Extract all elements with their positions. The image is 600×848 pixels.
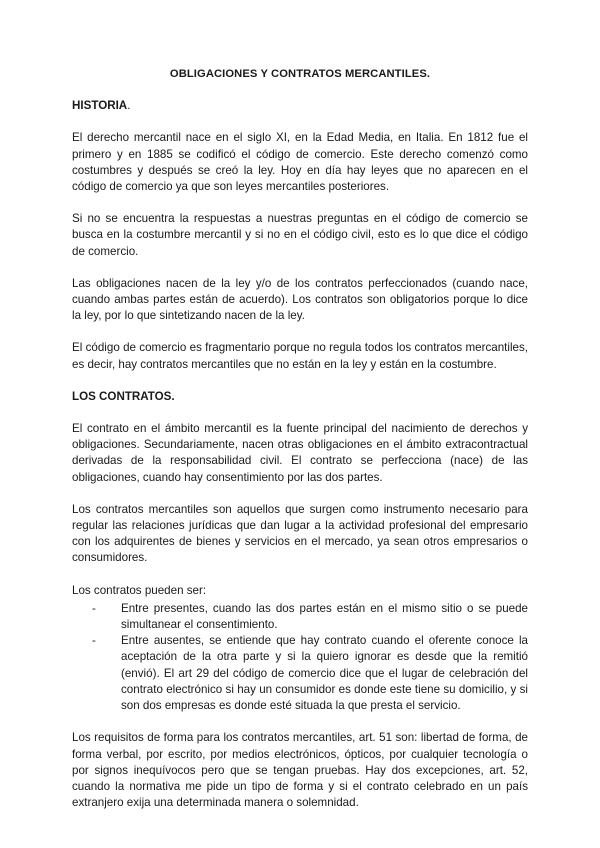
dash-bullet: - [92,601,96,615]
section-heading-contratos: LOS CONTRATOS. [72,389,175,403]
list-intro: Los contratos pueden ser: [72,583,207,597]
paragraph: Los requisitos de forma para los contratos mercantiles, art. 51 son: libertad de forma, de forma verbal, por escrito, por medios electrónicos, ópticos, por cualquier tecnología o por signos inequívocos pero que se tengan pruebas. Hay dos excepciones, art. 52, cuando la normativa me pide un tipo de forma y si el contrato celebrado en un país extranjero exija una determinada manera o solemnidad. [72,731,528,810]
paragraph: Los contratos mercantiles son aquellos que surgen como instrumento necesario para regular las relaciones jurídicas que dan lugar a la actividad profesional del empresario con los adquirentes de bienes y servicios en el mercado, ya sean otros empresarios o consumidores. [72,502,528,565]
paragraph: El código de comercio es fragmentario porque no regula todos los contratos mercantiles, es decir, hay contratos mercantiles que no están en la ley y están en la costumbre. [72,341,528,371]
section-heading-historia [72,98,528,114]
paragraph: El derecho mercantil nace en el siglo XI, en la Edad Media, en Italia. En 1812 fue el primero y en 1885 se codificó el código de comercio. Este derecho comenzó como costumbres y después se creó la ley. Hoy en día hay leyes que no aparecen en el código de comercio ya que son leyes mercantiles posteriores. [72,131,528,194]
list-item [92,601,528,633]
section-heading-historia-suffix: . [127,99,131,113]
paragraph: Las obligaciones nacen de la ley y/o de los contratos perfeccionados (cuando nace, cuando ambas partes están de acuerdo). Los contratos son obligatorios porque lo dice la ley, por lo que sintetizando nacen de la ley. [72,276,528,323]
paragraph: Si no se encuentra la respuestas a nuestras preguntas en el código de comercio se busca en la costumbre mercantil y si no en el código civil, esto es lo que dice el código de comercio. [72,212,528,258]
document-title: OBLIGACIONES Y CONTRATOS MERCANTILES. [169,68,431,80]
paragraph: El contrato en el ámbito mercantil es la fuente principal del nacimiento de derechos y obligaciones. Secundariamente, nacen otras obligaciones en el ámbito extracontractual derivadas de la responsabilidad civil. El contrato se perfecciona (nace) de las obligaciones, cuando hay consentimiento por las dos partes. [72,422,528,484]
section-heading-historia-text: HISTORIA [72,99,128,113]
dash-bullet: - [92,634,96,648]
document-page [72,66,528,827]
list-item [92,633,528,714]
contract-types-list [72,601,528,714]
list-item-text: Entre ausentes, se entiende que hay contrato cuando el oferente conoce la aceptación de la otra parte y si la quiero ignorar es desde que la remitió (envió). El art 29 del código de comercio dice que el lugar de celebración del contrato electrónico si hay un consumidor es donde este tiene su domicilio, y si son dos empresas es donde esté situada la que presta el servicio. [121,634,528,713]
list-item-text: Entre presentes, cuando las dos partes están en el mismo sitio o se puede simultanear el consentimiento. [121,601,528,632]
